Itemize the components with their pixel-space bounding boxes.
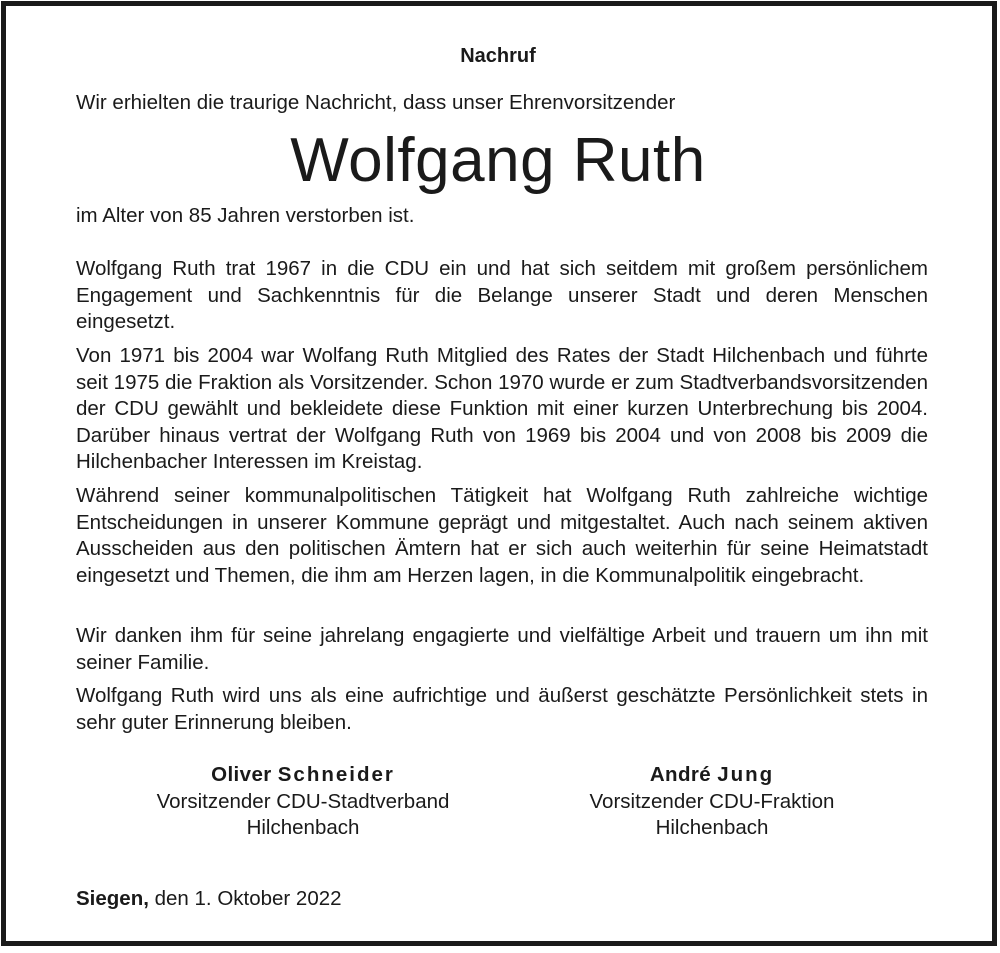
paragraph-2: Von 1971 bis 2004 war Wolfang Ruth Mitglied des Rates der Stadt Hilchenbach und führte seit 1975 die Fraktion als Vorsitzender. Schon 1970 wurde er zum Stadtverbandsvorsitzenden der CDU gewählt und bekleidete diese Funktion mit einer kurzen Unterbrechung bis 2004. Darüber hinaus vertrat der Wolfgang Ruth von 1969 bis 2004 und von 2008 bis 2009 die Hilchenbacher Interessen im Kreistag. <box>76 344 928 473</box>
paragraph-4: Wir danken ihm für seine jahrelang engagierte und vielfältige Arbeit und trauern um ihn mit seiner Familie. <box>76 624 928 674</box>
paragraph-1: Wolfgang Ruth trat 1967 in die CDU ein und hat sich seitdem mit großem persönlichem Engagement und Sachkenntnis für die Belange unserer Stadt und deren Menschen eingesetzt. <box>76 257 928 333</box>
signatory-2-first-name: André <box>649 763 712 786</box>
paragraph-3: Während seiner kommunalpolitischen Tätigkeit hat Wolfgang Ruth zahlreiche wichtige Entscheidungen in unserer Kommune geprägt und mitgestaltet. Auch nach seinem aktiven Ausscheiden aus den politischen Ämtern hat er sich auch weiterhin für seine Heimatstadt eingesetzt und Themen, die ihm am Herzen lagen, in die Kommunalpolitik eingebracht. <box>76 484 928 587</box>
intro-line: Wir erhielten die traurige Nachricht, dass unser Ehrenvorsitzender <box>76 91 676 114</box>
heading: Nachruf <box>460 45 536 67</box>
signatory-2-role: Vorsitzender CDU-Fraktion <box>589 789 835 813</box>
age-line: im Alter von 85 Jahren verstorben ist. <box>76 204 415 227</box>
signatory-1-name <box>138 762 468 789</box>
paragraph-5: Wolfgang Ruth wird uns als eine aufrichtige und äußerst geschätzte Persönlichkeit stets in sehr guter Erinnerung bleiben. <box>76 684 928 734</box>
closing-place: Siegen, <box>76 887 149 910</box>
deceased-name: Wolfgang Ruth <box>290 126 706 195</box>
signatory-2-last-name: Jung <box>717 763 775 786</box>
signatory-2-place: Hilchenbach <box>655 816 769 839</box>
signatory-1 <box>138 762 468 842</box>
signatory-2 <box>547 762 877 842</box>
closing-date: den 1. Oktober 2022 <box>154 887 342 910</box>
signatory-1-role: Vorsitzender CDU-Stadtverband <box>156 789 450 813</box>
signatory-1-place: Hilchenbach <box>246 816 360 839</box>
place-date <box>76 886 342 912</box>
signatory-1-first-name: Oliver <box>211 763 272 786</box>
signatory-1-last-name: Schneider <box>277 763 395 786</box>
signatory-2-name <box>547 762 877 789</box>
